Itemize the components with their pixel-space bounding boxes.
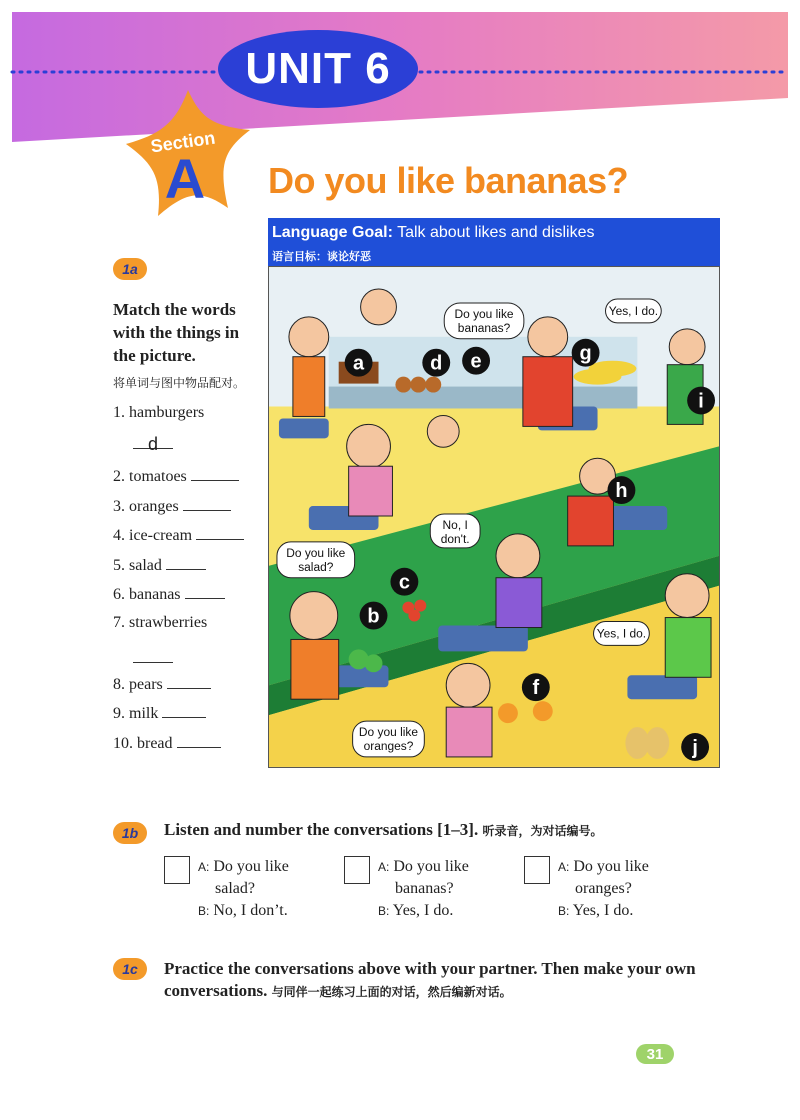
- label-j: j: [692, 736, 698, 759]
- page-title: Do you like bananas?: [268, 160, 629, 201]
- answer-blank[interactable]: [185, 584, 225, 599]
- answer-blank[interactable]: [166, 555, 206, 570]
- list-item: 3. oranges: [113, 496, 231, 516]
- section-letter: A: [164, 147, 206, 210]
- cafeteria-illustration: [268, 266, 720, 768]
- section-word: Section: [149, 127, 217, 157]
- label-a: a: [353, 352, 365, 375]
- number-box-3[interactable]: [524, 856, 550, 884]
- label-i: i: [698, 390, 704, 413]
- bubble-no-i-dont: No, I don't.: [440, 517, 470, 546]
- list-item: 5. salad: [113, 555, 206, 575]
- number-box-2[interactable]: [344, 856, 370, 884]
- answer-blank[interactable]: [196, 525, 244, 540]
- badge-1c: 1c: [113, 958, 147, 980]
- label-h: h: [615, 480, 628, 503]
- badge-1a: 1a: [113, 258, 147, 280]
- bubble-do-you-like-salad: Do you like salad?: [286, 545, 346, 574]
- instruction-1a-cn: 将单词与图中物品配对。: [113, 376, 246, 390]
- label-f: f: [532, 677, 540, 700]
- language-goal-box: [268, 218, 720, 266]
- bubble-yes-i-do-2: Yes, I do.: [596, 626, 647, 641]
- list-item: 1. hamburgers: [113, 404, 205, 421]
- instruction-1c: Practice the conversations above with your partner. Then make your own conversations. 与同伴一起练习上面的对话，然后编新对话。: [164, 959, 696, 1000]
- answer-blank[interactable]: [177, 733, 221, 748]
- bubble-yes-i-do-1: Yes, I do.: [608, 303, 659, 318]
- page-number: 31: [636, 1044, 674, 1064]
- badge-1b: 1b: [113, 822, 147, 844]
- bubble-do-you-like-oranges: Do you like oranges?: [358, 725, 419, 753]
- label-g: g: [579, 342, 592, 365]
- answer-blank[interactable]: [162, 703, 206, 718]
- language-goal-line: Language Goal: Talk about likes and dislikes: [272, 224, 595, 241]
- instruction-1b: Listen and number the conversations [1–3]. 听录音，为对话编号。: [164, 820, 603, 839]
- language-goal-cn: 语言目标：谈论好恶: [272, 251, 371, 263]
- instruction-1a: Match the words with the things in the picture.: [113, 300, 240, 365]
- bubble-do-you-like-bananas: Do you like bananas?: [454, 306, 514, 335]
- label-b: b: [367, 605, 380, 628]
- list-item: 7. strawberries: [113, 614, 208, 631]
- conversation-1: A: Do you like salad? B: No, I don’t.: [198, 858, 289, 919]
- answer-blank[interactable]: [167, 674, 211, 689]
- conversation-3: A: Do you like oranges? B: Yes, I do.: [558, 858, 649, 919]
- answer-blank[interactable]: [183, 496, 231, 511]
- number-box-1[interactable]: [164, 856, 190, 884]
- list-item: 6. bananas: [113, 584, 225, 604]
- label-d: d: [430, 352, 443, 375]
- list-item: 8. pears: [113, 674, 211, 694]
- list-item: 4. ice-cream: [113, 525, 244, 545]
- list-item: 2. tomatoes: [113, 466, 239, 486]
- label-c: c: [398, 571, 410, 594]
- list-item: 9. milk: [113, 703, 206, 723]
- answer-blank[interactable]: [191, 466, 239, 481]
- label-e: e: [470, 350, 482, 373]
- unit-title: UNIT 6: [218, 30, 418, 108]
- answer-blank[interactable]: d: [133, 434, 173, 455]
- answer-blank[interactable]: [133, 648, 173, 668]
- list-item: 10. bread: [113, 733, 221, 753]
- conversation-2: A: Do you like bananas? B: Yes, I do.: [378, 858, 469, 919]
